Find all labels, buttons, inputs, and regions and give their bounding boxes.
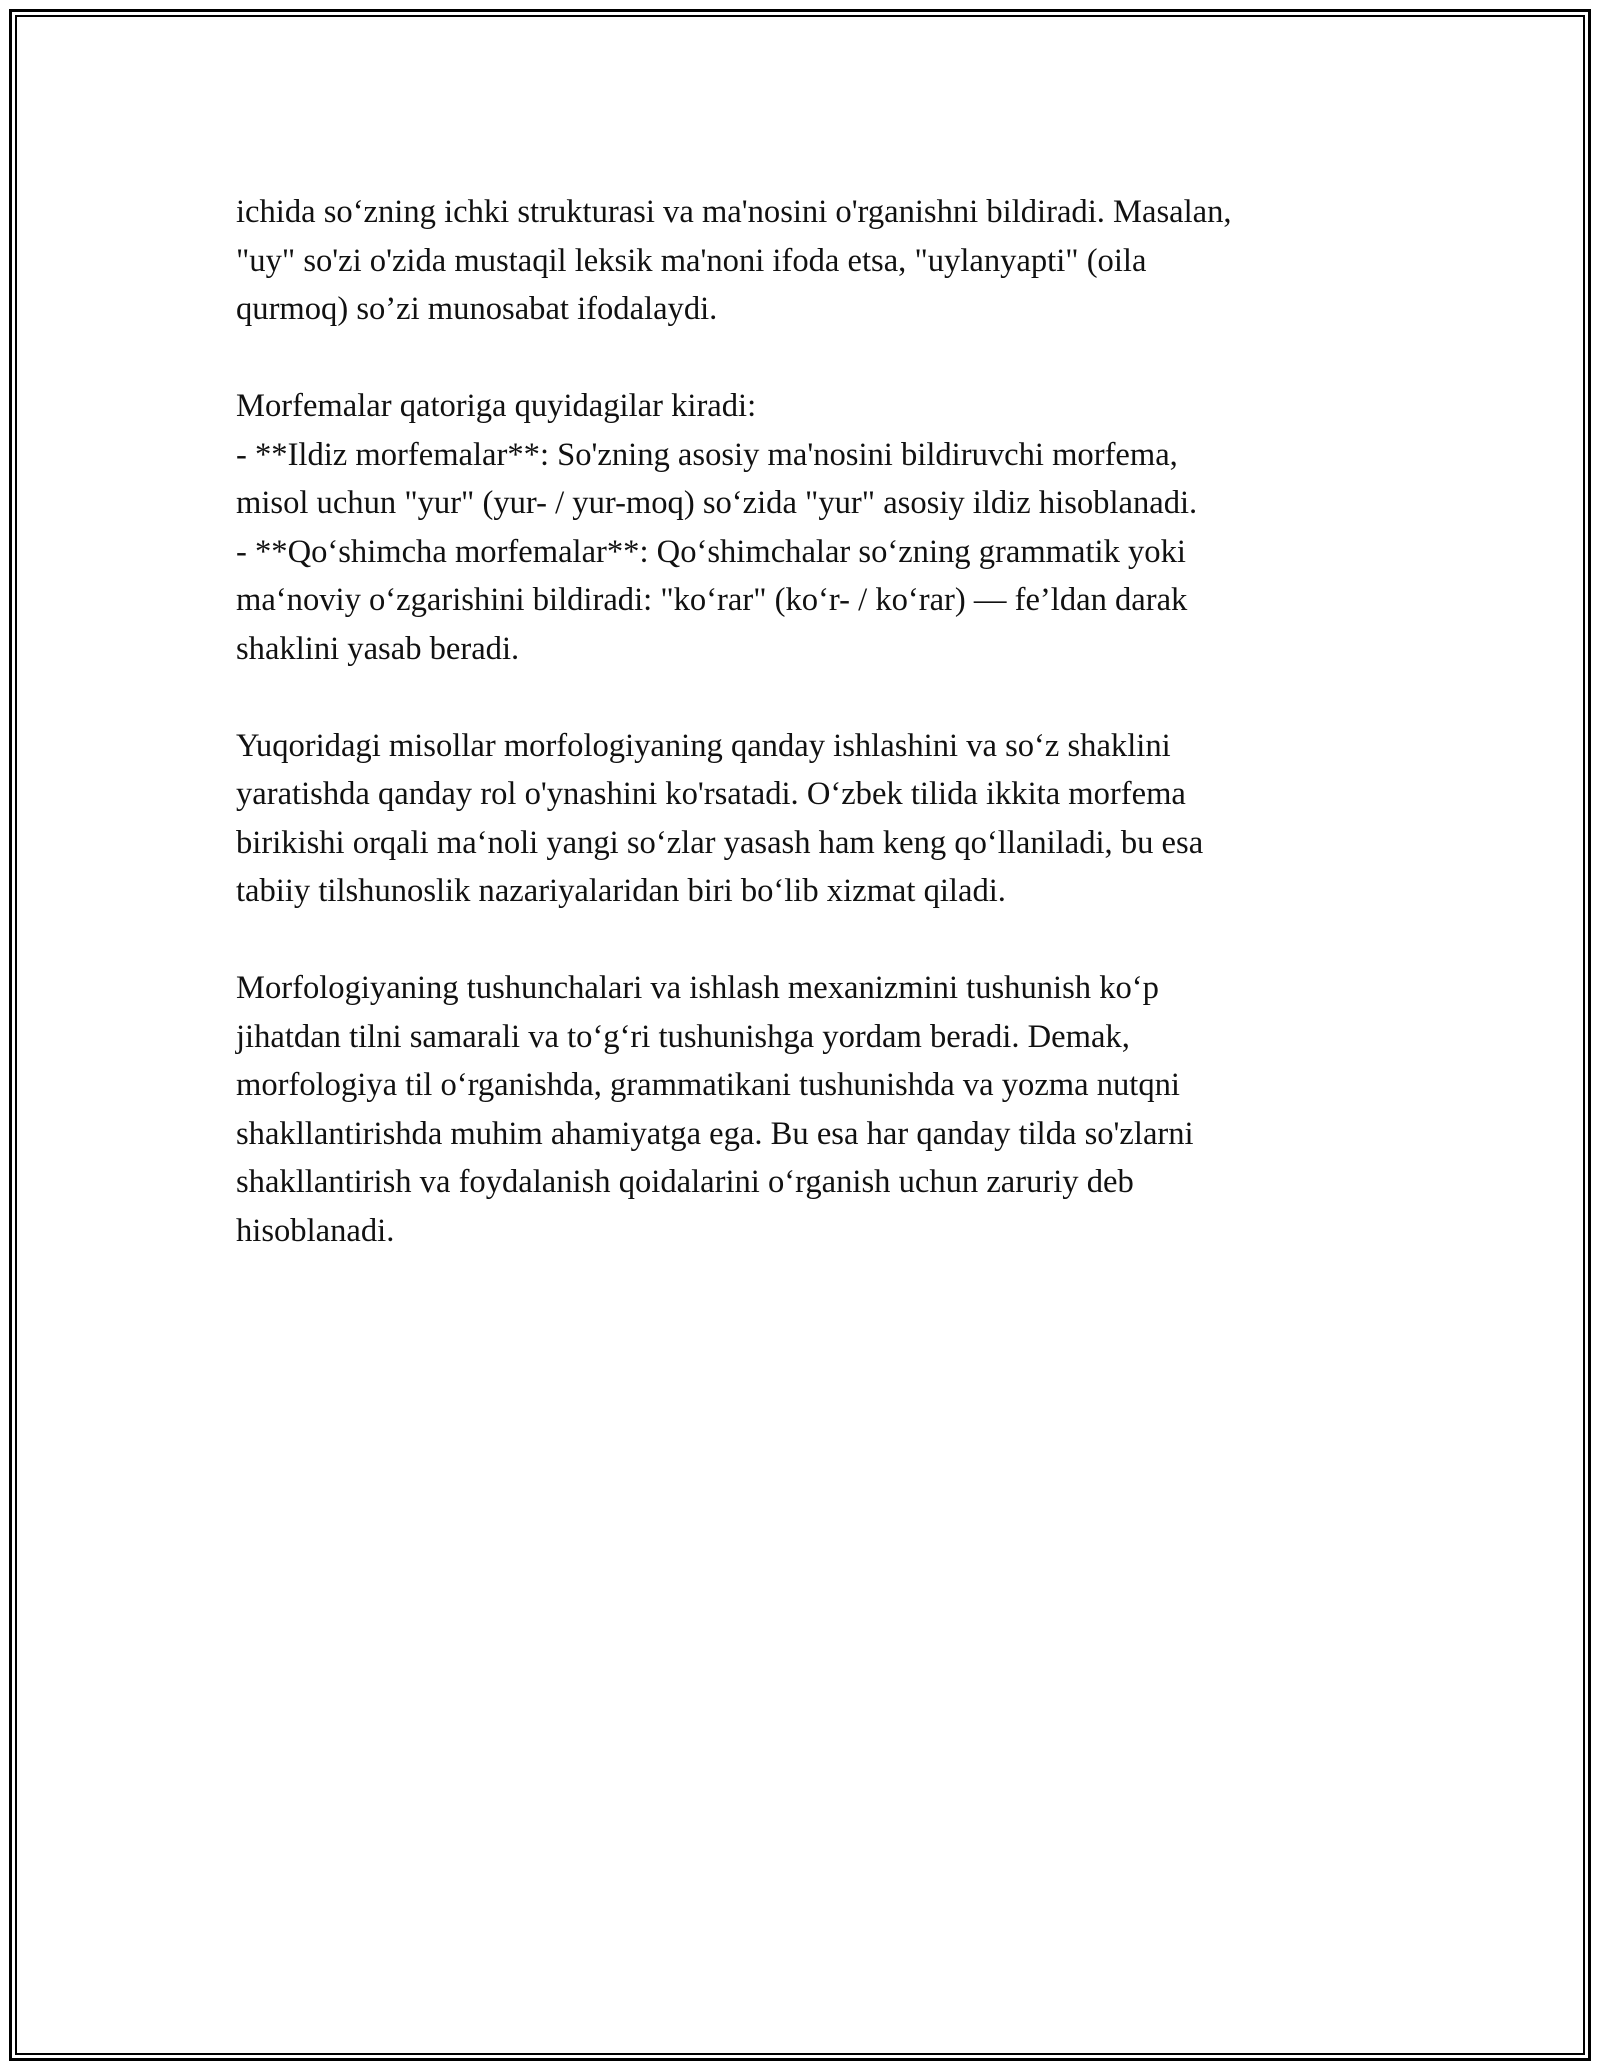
text-line: morfologiya til o‘rganishda, grammatikani tushunishda va yozma nutqni	[236, 1067, 1180, 1103]
text-line: birikishi orqali ma‘noli yangi so‘zlar yasash ham keng qo‘llaniladi, bu esa	[236, 824, 1204, 861]
paragraph-gap	[236, 334, 1396, 383]
text-line: shaklini yasab beradi.	[236, 630, 520, 667]
text-line: "uy" so'zi o'zida mustaqil leksik ma'noni ifoda etsa, "uylanyapti" (oila	[236, 242, 1147, 279]
text-line: jihatdan tilni samarali va to‘g‘ri tushunishga yordam beradi. Demak,	[236, 1018, 1130, 1055]
text-line: shakllantirishda muhim ahamiyatga ega. Bu esa har qanday tilda so'zlarni	[236, 1115, 1194, 1152]
paragraph-examples	[236, 722, 1396, 916]
paragraph-gap	[236, 673, 1396, 722]
text-line: hisoblanadi.	[236, 1212, 395, 1249]
text-line: ichida so‘zning ichki strukturasi va ma'nosini o'rganishni bildiradi. Masalan,	[236, 194, 1232, 230]
paragraph-conclusion	[236, 964, 1396, 1255]
paragraph-gap	[236, 916, 1396, 965]
list-item-affix-morphemes: - **Qo‘shimcha morfemalar**: Qo‘shimchalar so‘zning grammatik yoki	[236, 533, 1186, 570]
paragraph-word-structure	[236, 188, 1396, 334]
text-line: Yuqoridagi misollar morfologiyaning qanday ishlashini va so‘z shaklini	[236, 727, 1171, 764]
text-line: Morfemalar qatoriga quyidagilar kiradi:	[236, 388, 757, 424]
text-line: Morfologiyaning tushunchalari va ishlash mexanizmini tushunish ko‘p	[236, 970, 1159, 1006]
text-line: tabiiy tilshunoslik nazariyalaridan biri bo‘lib xizmat qiladi.	[236, 873, 1006, 909]
paragraph-morpheme-list	[236, 382, 1396, 673]
text-line: misol uchun "yur" (yur- / yur-moq) so‘zida "yur" asosiy ildiz hisoblanadi.	[236, 485, 1198, 521]
text-line: yaratishda qanday rol o'ynashini ko'rsatadi. O‘zbek tilida ikkita morfema	[236, 776, 1186, 812]
text-line: qurmoq) so’zi munosabat ifodalaydi.	[236, 291, 718, 327]
text-line: shakllantirish va foydalanish qoidalarini o‘rganish uchun zaruriy deb	[236, 1164, 1134, 1200]
list-item-root-morphemes: - **Ildiz morfemalar**: So'zning asosiy ma'nosini bildiruvchi morfema,	[236, 436, 1178, 473]
document-body	[236, 188, 1396, 1255]
text-line: ma‘noviy o‘zgarishini bildiradi: "ko‘rar" (ko‘r- / ko‘rar) — fe’ldan darak	[236, 582, 1188, 618]
